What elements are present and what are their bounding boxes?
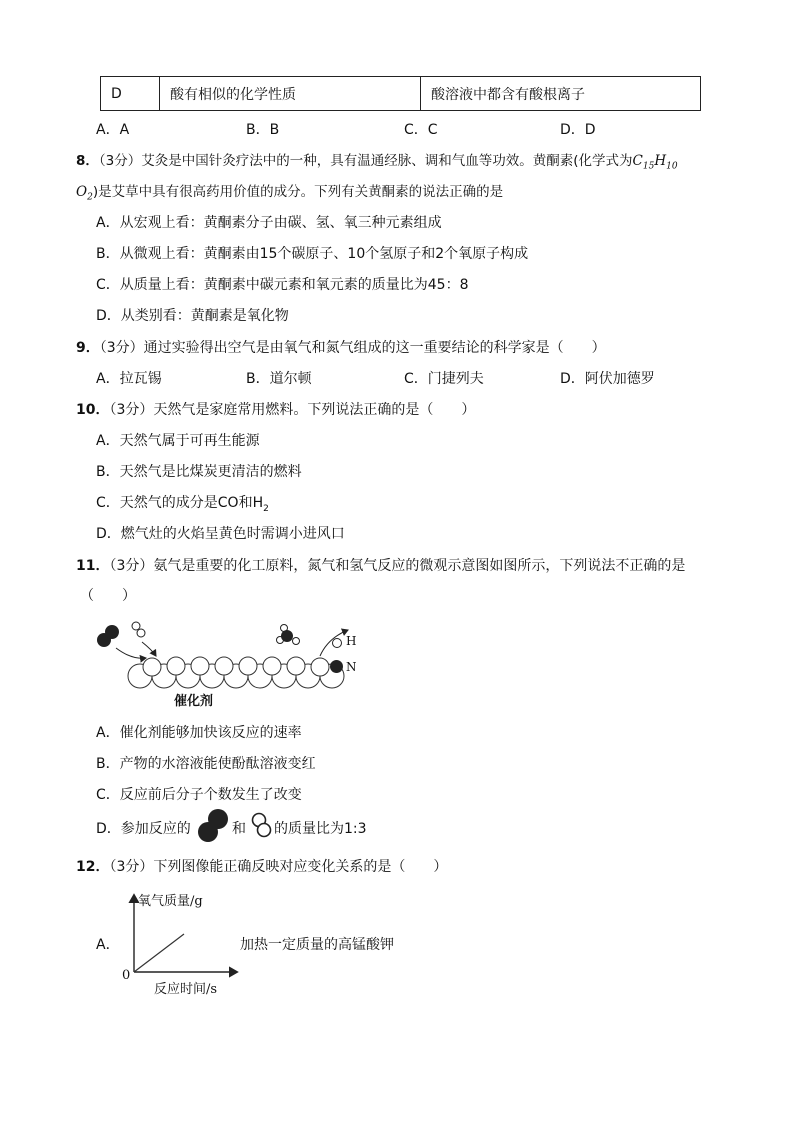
q10-option-b[interactable]: B．天然气是比煤炭更清洁的燃料 — [96, 464, 302, 480]
q11-paren: （ ） — [80, 588, 136, 604]
q9-number: 9． — [76, 340, 100, 356]
q9-text: （3分）通过实验得出空气是由氧气和氮气组成的这一重要结论的科学家是（ ） — [99, 340, 606, 356]
q7-option-c[interactable]: C．C — [404, 122, 438, 138]
table-cell-explanation: 酸溶液中都含有酸根离子 — [421, 77, 701, 111]
nitrogen-atom-icon — [330, 660, 343, 673]
nitrogen-molecule-icon — [97, 625, 119, 647]
nitrogen-molecule-icon — [196, 806, 232, 846]
q8-option-c[interactable]: C．从质量上看：黄酮素中碳元素和氧元素的质量比为45：8 — [96, 277, 469, 293]
q12-number: 12． — [76, 859, 110, 875]
q10-number: 10． — [76, 402, 110, 418]
q11-d-suffix: 的质量比为1:3 — [274, 821, 367, 837]
q8-option-a[interactable]: A．从宏观上看：黄酮素分子由碳、氢、氧三种元素组成 — [96, 215, 442, 231]
q8-stem-line2 — [76, 180, 503, 203]
table-cell-fact: 酸有相似的化学性质 — [160, 77, 421, 111]
q10-option-c[interactable]: C．天然气的成分是CO和$H_2$ — [96, 495, 269, 514]
q10-option-a[interactable]: A．天然气属于可再生能源 — [96, 433, 260, 449]
ammonia-molecule-icon — [277, 625, 300, 645]
q11-option-a[interactable]: A．催化剂能够加快该反应的速率 — [96, 725, 302, 741]
graph-xlabel: 反应时间/s — [154, 982, 218, 997]
q11-d-and: 和 — [232, 821, 246, 837]
q7-option-b[interactable]: B．B — [246, 122, 280, 138]
q8-number: 8． — [76, 153, 99, 169]
q8-option-b[interactable]: B．从微观上看：黄酮素由15个碳原子、10个氢原子和2个氧原子构成 — [96, 246, 529, 262]
q11-number: 11． — [76, 558, 110, 574]
hydrogen-atom-icon — [332, 638, 342, 648]
q11-option-c[interactable]: C．反应前后分子个数发生了改变 — [96, 787, 302, 803]
hydrogen-molecule-icon — [132, 622, 145, 637]
graph-ylabel: 氧气质量/g — [138, 894, 203, 909]
q8-stem-line1 — [76, 149, 678, 172]
q8-formula-o: $O_2$ — [76, 184, 93, 203]
legend-h-label: H — [346, 634, 357, 648]
q11-text: （3分）氨气是重要的化工原料，氮气和氢气反应的微观示意图如图所示，下列说法不正确的是 — [109, 558, 686, 574]
q7-option-d[interactable]: D．D — [560, 122, 596, 138]
q9-stem — [76, 337, 606, 357]
q8-text2: )是艾草中具有很高药用价值的成分。下列有关黄酮素的说法正确的是 — [92, 184, 504, 200]
q8-formula-c: $C_{15}H_{10}$ — [632, 153, 678, 172]
q12-graph-a — [118, 888, 248, 998]
q11-stem — [76, 555, 685, 575]
q8-option-d[interactable]: D．从类别看：黄酮素是氧化物 — [96, 308, 289, 324]
q10-text: （3分）天然气是家庭常用燃料。下列说法正确的是（ ） — [109, 402, 476, 418]
legend-n-label: N — [346, 660, 357, 674]
graph-origin: 0 — [122, 968, 131, 983]
q9-option-a[interactable]: A．拉瓦锡 — [96, 371, 162, 387]
q10-stem — [76, 399, 475, 419]
q12-stem — [76, 856, 447, 876]
catalyst-label: 催化剂 — [174, 694, 214, 709]
q9-option-c[interactable]: C．门捷列夫 — [404, 371, 484, 387]
q11-d-prefix: D．参加反应的 — [96, 821, 191, 837]
q12-option-a-label[interactable]: A． — [96, 937, 120, 953]
catalyst-surface — [128, 657, 344, 688]
q10-option-d[interactable]: D．燃气灶的火焰呈黄色时需调小进风口 — [96, 526, 345, 542]
answer-table — [100, 76, 701, 111]
q12-text: （3分）下列图像能正确反映对应变化关系的是（ ） — [109, 859, 448, 875]
q9-option-b[interactable]: B．道尔顿 — [246, 371, 312, 387]
graph-line — [134, 934, 184, 972]
adsorb-arrow-1 — [116, 648, 146, 658]
q7-option-a[interactable]: A．A — [96, 122, 130, 138]
q9-option-d[interactable]: D．阿伏加德罗 — [560, 371, 655, 387]
q12-option-a-text: 加热一定质量的高锰酸钾 — [240, 937, 394, 953]
q8-text1: （3分）艾灸是中国针灸疗法中的一种，具有温通经脉、调和气血等功效。黄酮素(化学式为 — [98, 153, 633, 169]
table-row — [101, 77, 701, 111]
table-cell-option: D — [101, 77, 160, 111]
adsorb-arrow-2 — [142, 642, 156, 656]
hydrogen-molecule-icon — [250, 810, 274, 842]
q11-option-b[interactable]: B．产物的水溶液能使酚酞溶液变红 — [96, 756, 316, 772]
